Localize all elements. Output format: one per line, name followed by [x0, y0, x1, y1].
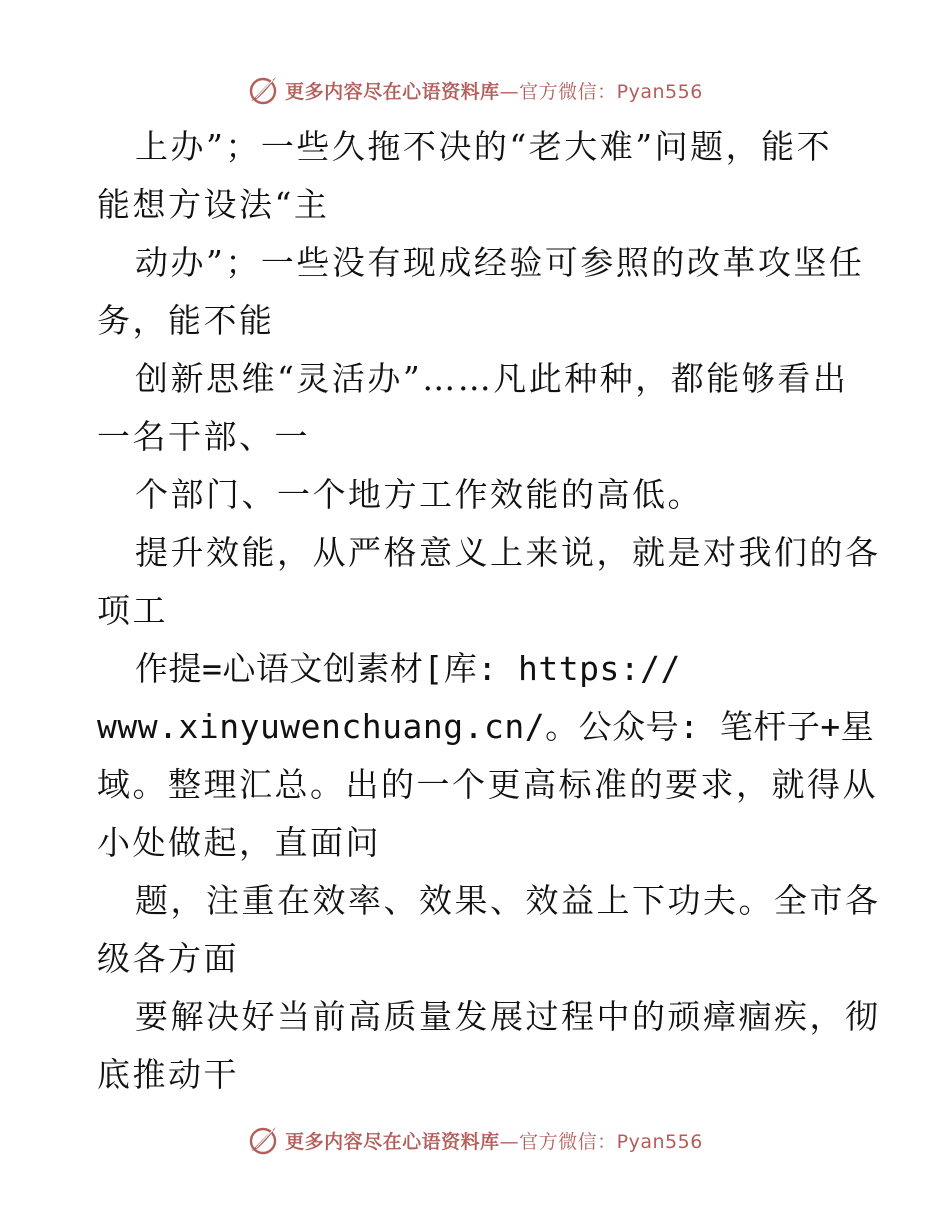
- watermark-text: [285, 77, 703, 104]
- body-line: www.xinyuwenchuang.cn/。公众号: 笔杆子+星: [97, 707, 875, 746]
- body-line: 小处做起，直面问: [97, 823, 381, 862]
- body-line: 题，注重在效率、效果、效益上下功夫。全市各: [135, 881, 881, 920]
- body-line: 务，能不能: [97, 301, 275, 340]
- body-line: 能想方设法“主: [97, 185, 330, 224]
- document-body: [97, 118, 881, 1104]
- body-line: 动办”；一些没有现成经验可参照的改革攻坚任: [135, 243, 865, 282]
- body-line: 一名干部、一: [97, 417, 310, 456]
- header-watermark: [0, 70, 950, 110]
- body-line: 级各方面: [97, 939, 239, 978]
- feather-pen-seal-icon: [247, 1124, 279, 1156]
- body-line: 上办”；一些久拖不决的“老大难”问题，能不: [135, 127, 833, 166]
- body-line: 域。整理汇总。出的一个更高标准的要求，就得从: [97, 765, 878, 804]
- footer-watermark: [0, 1120, 950, 1160]
- watermark-text-main: 更多内容尽在心语资料库: [285, 80, 500, 103]
- watermark-text-main: 更多内容尽在心语资料库: [285, 1130, 500, 1153]
- watermark-text-wechat: —官方微信：Pyan556: [499, 80, 703, 103]
- body-line: 作提=心语文创素材[库: https://: [135, 649, 681, 688]
- body-line: 底推动干: [97, 1055, 239, 1094]
- body-line: 个部门、一个地方工作效能的高低。: [135, 475, 703, 514]
- body-line: 提升效能，从严格意义上来说，就是对我们的各: [135, 533, 881, 572]
- watermark-text-wechat: —官方微信：Pyan556: [499, 1130, 703, 1153]
- watermark-text: [285, 1127, 703, 1154]
- body-line: 要解决好当前高质量发展过程中的顽瘴痼疾，彻: [135, 997, 881, 1036]
- body-line: 项工: [97, 591, 168, 630]
- feather-pen-seal-icon: [247, 74, 279, 106]
- body-line: 创新思维“灵活办”……凡此种种，都能够看出: [135, 359, 849, 398]
